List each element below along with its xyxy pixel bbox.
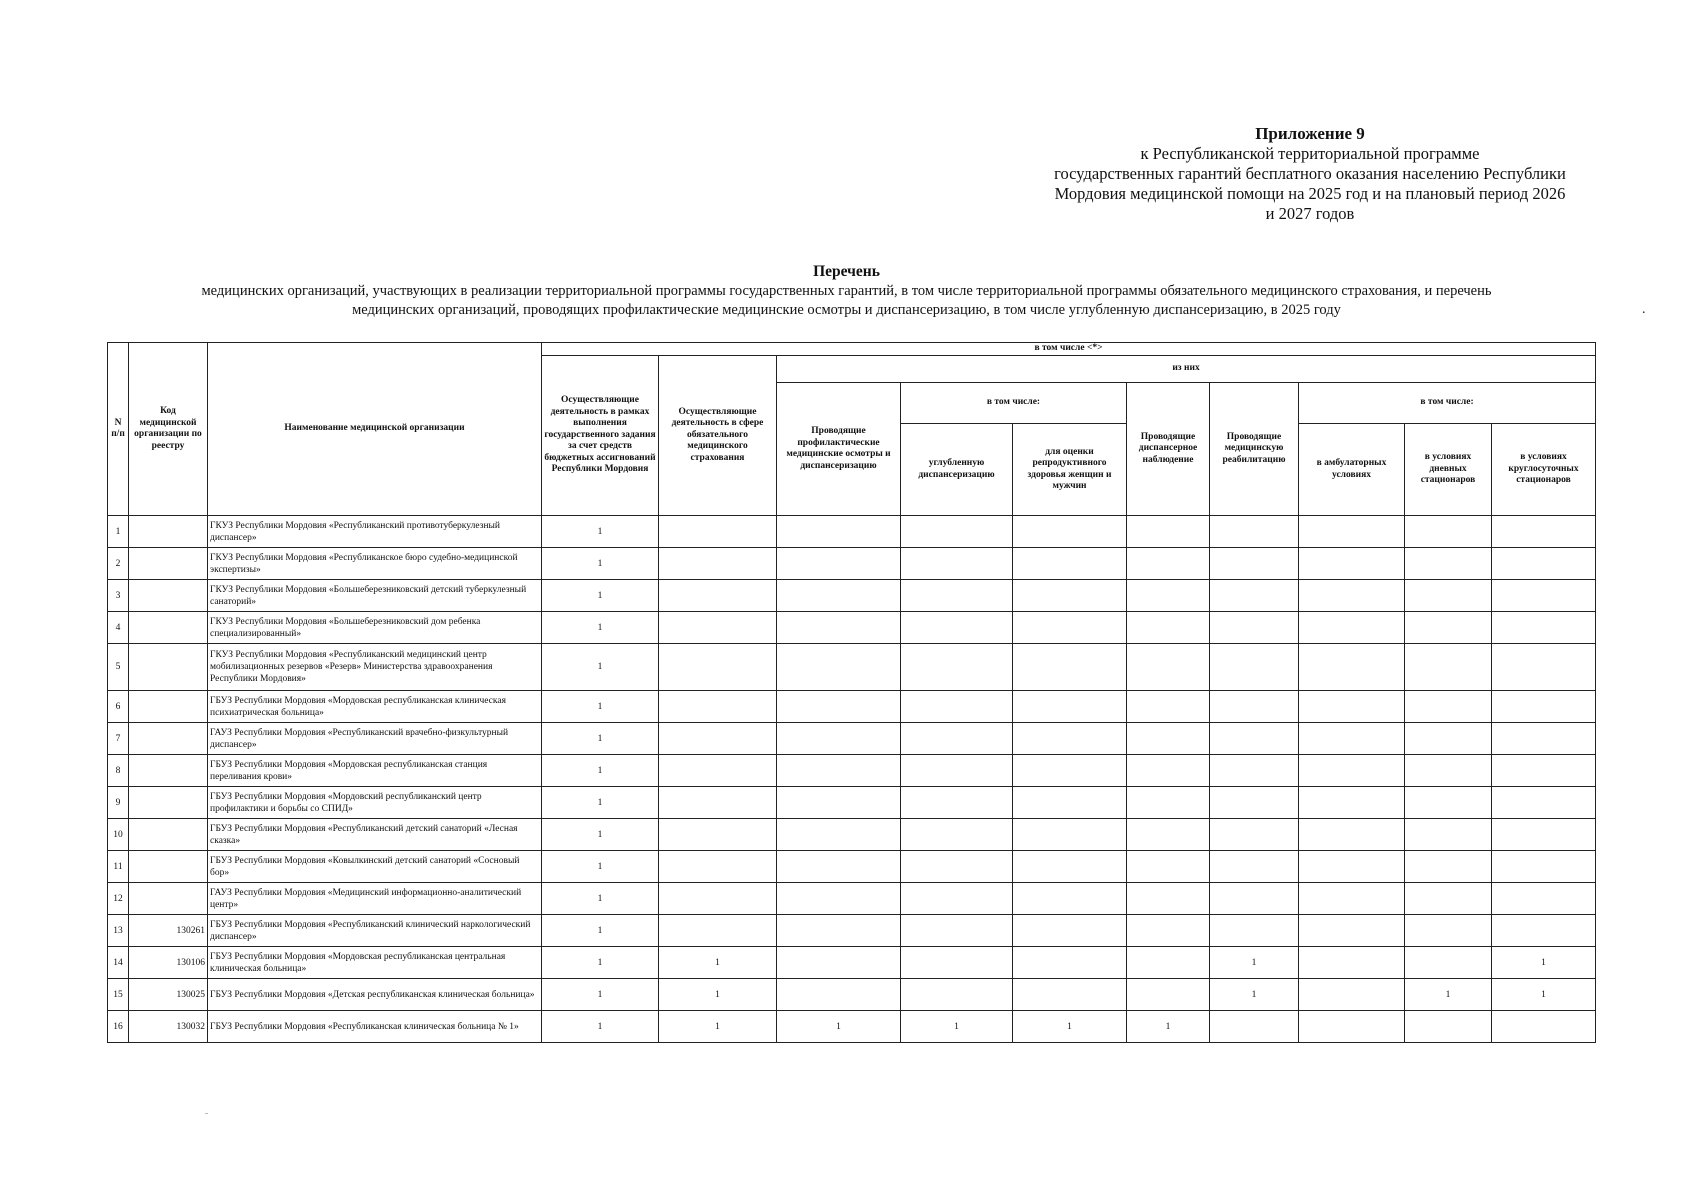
- header-code: Код медицинской организации по реестру: [129, 343, 208, 516]
- table-row: [108, 883, 1596, 915]
- mark-cell: [659, 755, 777, 787]
- mark-cell: [1127, 787, 1210, 819]
- mark-cell: 1: [542, 548, 659, 580]
- mark-cell: [1013, 851, 1127, 883]
- appendix-line: государственных гарантий бесплатного оказания населению Республики: [1054, 164, 1566, 183]
- mark-cell: 1: [1492, 979, 1596, 1011]
- registry-code: [129, 883, 208, 915]
- header-deep: углубленную диспансеризацию: [901, 424, 1013, 516]
- mark-cell: [1127, 723, 1210, 755]
- mark-cell: [1013, 883, 1127, 915]
- mark-cell: 1: [659, 947, 777, 979]
- mark-cell: [1013, 691, 1127, 723]
- table-row: [108, 644, 1596, 691]
- mark-cell: [1013, 787, 1127, 819]
- organization-name: ГБУЗ Республики Мордовия «Ковылкинский детский санаторий «Сосновый бор»: [208, 851, 542, 883]
- row-number: 10: [108, 819, 129, 851]
- row-number: 13: [108, 915, 129, 947]
- mark-cell: [901, 612, 1013, 644]
- row-number: 6: [108, 691, 129, 723]
- mark-cell: 1: [542, 979, 659, 1011]
- mark-cell: [1492, 644, 1596, 691]
- mark-cell: [1299, 947, 1405, 979]
- registry-code: [129, 516, 208, 548]
- header-prof-including: в том числе:: [901, 383, 1127, 424]
- mark-cell: [777, 612, 901, 644]
- mark-cell: [1299, 612, 1405, 644]
- mark-cell: [901, 883, 1013, 915]
- organization-name: ГКУЗ Республики Мордовия «Большеберезниковский детский туберкулезный санаторий»: [208, 580, 542, 612]
- stray-mark: .: [1642, 302, 1646, 317]
- mark-cell: [1492, 548, 1596, 580]
- mark-cell: 1: [542, 644, 659, 691]
- row-number: 2: [108, 548, 129, 580]
- mark-cell: [901, 516, 1013, 548]
- mark-cell: 1: [542, 580, 659, 612]
- mark-cell: 1: [659, 979, 777, 1011]
- mark-cell: [659, 691, 777, 723]
- header-round: в условиях круглосуточных стационаров: [1492, 424, 1596, 516]
- mark-cell: [1127, 516, 1210, 548]
- scan-speck: [205, 1113, 208, 1114]
- table-body: [108, 516, 1596, 1043]
- mark-cell: [659, 612, 777, 644]
- mark-cell: [659, 851, 777, 883]
- mark-cell: [1299, 915, 1405, 947]
- mark-cell: [1299, 755, 1405, 787]
- table-row: [108, 851, 1596, 883]
- header-of-them: из них: [777, 356, 1596, 383]
- appendix-title: Приложение 9: [1255, 124, 1365, 143]
- mark-cell: 1: [542, 883, 659, 915]
- header-rehab-including: в том числе:: [1299, 383, 1596, 424]
- mark-cell: [1127, 755, 1210, 787]
- mark-cell: [1492, 819, 1596, 851]
- registry-code: [129, 851, 208, 883]
- mark-cell: [1405, 819, 1492, 851]
- table-row: [108, 548, 1596, 580]
- mark-cell: [1210, 723, 1299, 755]
- organization-name: ГБУЗ Республики Мордовия «Детская республиканская клиническая больница»: [208, 979, 542, 1011]
- mark-cell: [1405, 548, 1492, 580]
- mark-cell: [1210, 851, 1299, 883]
- appendix-line: к Республиканской территориальной программе: [1140, 144, 1480, 163]
- mark-cell: [1127, 612, 1210, 644]
- organization-name: ГКУЗ Республики Мордовия «Республиканский противотуберкулезный диспансер»: [208, 516, 542, 548]
- mark-cell: [1299, 979, 1405, 1011]
- mark-cell: [1405, 947, 1492, 979]
- registry-code: 130106: [129, 947, 208, 979]
- mark-cell: 1: [542, 612, 659, 644]
- mark-cell: [1299, 691, 1405, 723]
- mark-cell: [1492, 723, 1596, 755]
- mark-cell: [1299, 580, 1405, 612]
- mark-cell: [1299, 1011, 1405, 1043]
- organization-name: ГБУЗ Республики Мордовия «Республиканский детский санаторий «Лесная сказка»: [208, 819, 542, 851]
- mark-cell: [1405, 516, 1492, 548]
- mark-cell: [1210, 516, 1299, 548]
- mark-cell: [1013, 755, 1127, 787]
- mark-cell: [1210, 644, 1299, 691]
- row-number: 12: [108, 883, 129, 915]
- header-name: Наименование медицинской организации: [208, 343, 542, 516]
- appendix-line: Мордовия медицинской помощи на 2025 год и на плановый период 2026: [1054, 184, 1566, 203]
- mark-cell: [1299, 723, 1405, 755]
- registry-code: [129, 580, 208, 612]
- mark-cell: [659, 723, 777, 755]
- mark-cell: [777, 723, 901, 755]
- organization-name: ГАУЗ Республики Мордовия «Республиканский врачебно-физкультурный диспансер»: [208, 723, 542, 755]
- list-subtitle-line: медицинских организаций, проводящих профилактические медицинские осмотры и диспансеризацию, в том числе углубленную диспансеризацию, в 2025 году: [352, 302, 1341, 318]
- mark-cell: [901, 947, 1013, 979]
- mark-cell: 1: [1013, 1011, 1127, 1043]
- registry-code: [129, 644, 208, 691]
- mark-cell: 1: [542, 851, 659, 883]
- mark-cell: [1299, 548, 1405, 580]
- mark-cell: [901, 644, 1013, 691]
- mark-cell: [659, 644, 777, 691]
- table-row: [108, 580, 1596, 612]
- row-number: 15: [108, 979, 129, 1011]
- mark-cell: [1492, 580, 1596, 612]
- registry-code: 130261: [129, 915, 208, 947]
- mark-cell: [1405, 580, 1492, 612]
- mark-cell: [1013, 819, 1127, 851]
- mark-cell: [1127, 851, 1210, 883]
- list-heading: Перечень: [813, 263, 880, 280]
- header-day: в условиях дневных стационаров: [1405, 424, 1492, 516]
- mark-cell: 1: [542, 947, 659, 979]
- mark-cell: 1: [542, 755, 659, 787]
- mark-cell: [1405, 755, 1492, 787]
- registry-code: [129, 612, 208, 644]
- registry-code: [129, 787, 208, 819]
- mark-cell: [659, 819, 777, 851]
- mark-cell: [901, 755, 1013, 787]
- header-repro: для оценки репродуктивного здоровья женщин и мужчин: [1013, 424, 1127, 516]
- mark-cell: [1013, 947, 1127, 979]
- mark-cell: [1299, 516, 1405, 548]
- mark-cell: [1210, 612, 1299, 644]
- header-disp: Проводящие диспансерное наблюдение: [1127, 383, 1210, 516]
- organizations-table: [107, 342, 1596, 1043]
- mark-cell: 1: [542, 691, 659, 723]
- table-row: [108, 915, 1596, 947]
- mark-cell: 1: [542, 723, 659, 755]
- mark-cell: [1127, 691, 1210, 723]
- mark-cell: [777, 979, 901, 1011]
- mark-cell: [1127, 883, 1210, 915]
- table-row: [108, 1011, 1596, 1043]
- mark-cell: [901, 580, 1013, 612]
- mark-cell: [1127, 580, 1210, 612]
- mark-cell: [1013, 548, 1127, 580]
- mark-cell: 1: [1492, 947, 1596, 979]
- row-number: 8: [108, 755, 129, 787]
- mark-cell: 1: [659, 1011, 777, 1043]
- mark-cell: [777, 755, 901, 787]
- registry-code: [129, 723, 208, 755]
- mark-cell: [777, 883, 901, 915]
- mark-cell: 1: [777, 1011, 901, 1043]
- mark-cell: [1127, 819, 1210, 851]
- mark-cell: [777, 787, 901, 819]
- mark-cell: [1013, 644, 1127, 691]
- mark-cell: [1210, 691, 1299, 723]
- mark-cell: [1210, 915, 1299, 947]
- table-row: [108, 979, 1596, 1011]
- mark-cell: [777, 819, 901, 851]
- organization-name: ГБУЗ Республики Мордовия «Мордовская республиканская клиническая психиатрическая больница»: [208, 691, 542, 723]
- mark-cell: [901, 851, 1013, 883]
- table-row: [108, 691, 1596, 723]
- mark-cell: [1127, 947, 1210, 979]
- mark-cell: [901, 691, 1013, 723]
- mark-cell: [1210, 548, 1299, 580]
- organization-name: ГБУЗ Республики Мордовия «Мордовский республиканский центр профилактики и борьбы со СПИД»: [208, 787, 542, 819]
- organization-name: ГКУЗ Республики Мордовия «Республиканский медицинский центр мобилизационных резервов «Резерв» Министерства здравоохранения Республики Мордовия»: [208, 644, 542, 691]
- row-number: 3: [108, 580, 129, 612]
- row-number: 4: [108, 612, 129, 644]
- mark-cell: 1: [1210, 947, 1299, 979]
- mark-cell: [1492, 851, 1596, 883]
- mark-cell: [1492, 915, 1596, 947]
- row-number: 11: [108, 851, 129, 883]
- organization-name: ГБУЗ Республики Мордовия «Мордовская республиканская станция переливания крови»: [208, 755, 542, 787]
- registry-code: [129, 691, 208, 723]
- mark-cell: 1: [542, 915, 659, 947]
- mark-cell: [1013, 979, 1127, 1011]
- mark-cell: 1: [542, 819, 659, 851]
- mark-cell: [1492, 516, 1596, 548]
- table-row: [108, 787, 1596, 819]
- row-number: 1: [108, 516, 129, 548]
- appendix-block: [1000, 124, 1620, 224]
- mark-cell: [901, 548, 1013, 580]
- mark-cell: 1: [542, 787, 659, 819]
- header-num: N п/п: [108, 343, 129, 516]
- organization-name: ГБУЗ Республики Мордовия «Мордовская республиканская центральная клиническая больница»: [208, 947, 542, 979]
- registry-code: [129, 819, 208, 851]
- mark-cell: [1492, 691, 1596, 723]
- mark-cell: [901, 723, 1013, 755]
- header-including: в том числе <*>: [542, 343, 1596, 356]
- mark-cell: [1405, 612, 1492, 644]
- mark-cell: [1405, 851, 1492, 883]
- organization-name: ГБУЗ Республики Мордовия «Республиканский клинический наркологический диспансер»: [208, 915, 542, 947]
- table-row: [108, 819, 1596, 851]
- header-budget: Осуществляющие деятельность в рамках выполнения государственного задания за счет средств бюджетных ассигнований Республики Мордовия: [542, 356, 659, 516]
- mark-cell: [659, 883, 777, 915]
- table-row: [108, 723, 1596, 755]
- mark-cell: [1210, 1011, 1299, 1043]
- mark-cell: [901, 979, 1013, 1011]
- registry-code: [129, 755, 208, 787]
- mark-cell: [1299, 883, 1405, 915]
- row-number: 14: [108, 947, 129, 979]
- mark-cell: [1013, 612, 1127, 644]
- mark-cell: [1299, 644, 1405, 691]
- mark-cell: [1405, 723, 1492, 755]
- mark-cell: [1492, 787, 1596, 819]
- mark-cell: [1013, 516, 1127, 548]
- mark-cell: 1: [1405, 979, 1492, 1011]
- mark-cell: [1210, 755, 1299, 787]
- mark-cell: [659, 580, 777, 612]
- mark-cell: [1299, 787, 1405, 819]
- mark-cell: [1405, 691, 1492, 723]
- mark-cell: [777, 644, 901, 691]
- mark-cell: [901, 819, 1013, 851]
- mark-cell: 1: [542, 516, 659, 548]
- mark-cell: [1405, 883, 1492, 915]
- mark-cell: [777, 548, 901, 580]
- mark-cell: [659, 548, 777, 580]
- mark-cell: 1: [1127, 1011, 1210, 1043]
- header-prof: Проводящие профилактические медицинские осмотры и диспансеризацию: [777, 383, 901, 516]
- mark-cell: [1127, 548, 1210, 580]
- mark-cell: [1492, 612, 1596, 644]
- list-subtitle-line: медицинских организаций, участвующих в реализации территориальной программы государственных гарантий, в том числе территориальной программы обязательного медицинского страхования, и перечень: [201, 283, 1492, 299]
- mark-cell: [1405, 1011, 1492, 1043]
- mark-cell: [777, 915, 901, 947]
- mark-cell: [1492, 755, 1596, 787]
- mark-cell: [659, 915, 777, 947]
- mark-cell: [1405, 915, 1492, 947]
- table-row: [108, 612, 1596, 644]
- mark-cell: [1013, 580, 1127, 612]
- mark-cell: [1210, 580, 1299, 612]
- registry-code: 130032: [129, 1011, 208, 1043]
- row-number: 16: [108, 1011, 129, 1043]
- table-row: [108, 947, 1596, 979]
- row-number: 7: [108, 723, 129, 755]
- mark-cell: [777, 516, 901, 548]
- mark-cell: [1492, 883, 1596, 915]
- mark-cell: [1210, 787, 1299, 819]
- registry-code: [129, 548, 208, 580]
- mark-cell: [1013, 915, 1127, 947]
- mark-cell: [1127, 915, 1210, 947]
- mark-cell: [777, 691, 901, 723]
- mark-cell: [777, 580, 901, 612]
- mark-cell: [1127, 979, 1210, 1011]
- mark-cell: [659, 516, 777, 548]
- registry-code: 130025: [129, 979, 208, 1011]
- organization-name: ГАУЗ Республики Мордовия «Медицинский информационно-аналитический центр»: [208, 883, 542, 915]
- table-row: [108, 516, 1596, 548]
- mark-cell: [1299, 851, 1405, 883]
- list-title-block: [100, 262, 1593, 320]
- mark-cell: 1: [1210, 979, 1299, 1011]
- mark-cell: 1: [901, 1011, 1013, 1043]
- header-oms: Осуществляющие деятельность в сфере обязательного медицинского страхования: [659, 356, 777, 516]
- organization-name: ГКУЗ Республики Мордовия «Большеберезниковский дом ребенка специализированный»: [208, 612, 542, 644]
- mark-cell: [1299, 819, 1405, 851]
- mark-cell: [659, 787, 777, 819]
- header-rehab: Проводящие медицинскую реабилитацию: [1210, 383, 1299, 516]
- header-ambul: в амбулаторных условиях: [1299, 424, 1405, 516]
- mark-cell: [1405, 787, 1492, 819]
- mark-cell: [1013, 723, 1127, 755]
- mark-cell: [1210, 883, 1299, 915]
- mark-cell: [1127, 644, 1210, 691]
- mark-cell: [1405, 644, 1492, 691]
- mark-cell: 1: [542, 1011, 659, 1043]
- mark-cell: [777, 947, 901, 979]
- mark-cell: [901, 915, 1013, 947]
- row-number: 9: [108, 787, 129, 819]
- table-row: [108, 755, 1596, 787]
- mark-cell: [1492, 1011, 1596, 1043]
- row-number: 5: [108, 644, 129, 691]
- mark-cell: [1210, 819, 1299, 851]
- organization-name: ГБУЗ Республики Мордовия «Республиканская клиническая больница № 1»: [208, 1011, 542, 1043]
- mark-cell: [901, 787, 1013, 819]
- appendix-line: и 2027 годов: [1265, 204, 1355, 223]
- organization-name: ГКУЗ Республики Мордовия «Республиканское бюро судебно-медицинской экспертизы»: [208, 548, 542, 580]
- mark-cell: [777, 851, 901, 883]
